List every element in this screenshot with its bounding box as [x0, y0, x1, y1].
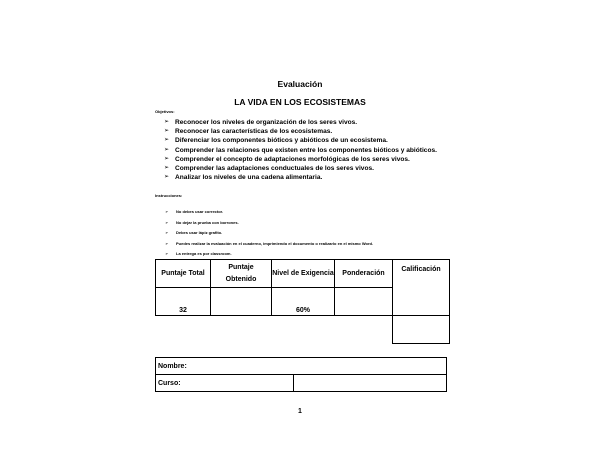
page-title: Evaluación [277, 79, 323, 89]
arrow-bullet-icon: ➢ [165, 251, 169, 256]
value-nivel-exigencia: 60% [272, 288, 335, 316]
value-ponderacion[interactable] [335, 288, 393, 316]
arrow-bullet-icon: ➢ [165, 230, 169, 235]
course-label-cell [156, 375, 294, 392]
table-header-row [156, 260, 450, 288]
arrow-bullet-icon: ➢ [164, 155, 170, 162]
arrow-bullet-icon: ➢ [164, 174, 170, 181]
course-field[interactable] [294, 375, 447, 392]
list-item: ➢ Analizar los niveles de una cadena alimentaria. [164, 174, 323, 182]
header-nivel-exigencia: Nivel de Exigencia [272, 260, 335, 288]
value-calificacion[interactable] [393, 316, 450, 344]
arrow-bullet-icon: ➢ [165, 240, 169, 246]
name-field[interactable] [156, 358, 447, 375]
header-ponderacion: Ponderación [335, 260, 393, 288]
arrow-bullet-icon: ➢ [164, 165, 170, 172]
list-item: ➢ Debes usar lápiz grafito. [165, 228, 373, 239]
header-calificacion: Calificación [401, 266, 441, 273]
table-spacer [156, 316, 393, 344]
header-puntaje-obtenido: Puntaje Obtenido [211, 260, 272, 288]
instructions-label: Instrucciones: [155, 193, 183, 198]
page-number: 1 [298, 408, 302, 415]
list-item: ➢ Reconocer las características de los ecosistemas. [164, 128, 333, 136]
value-puntaje-total: 32 [156, 288, 211, 316]
list-item: ➢ Comprender las adaptaciones conductuales de los seres vivos. [164, 165, 374, 173]
objectives-list [164, 118, 437, 182]
list-item: ➢ No debes usar corrector. [165, 207, 373, 218]
table-row [156, 316, 450, 344]
grades-table [155, 259, 450, 344]
list-item: ➢ La entrega es por classroom. [165, 249, 373, 260]
student-info-table [155, 357, 447, 392]
list-item: ➢ No dejar la prueba con borrones. [165, 218, 373, 229]
header-puntaje-total: Puntaje Total [156, 260, 211, 288]
arrow-bullet-icon: ➢ [164, 119, 170, 125]
list-item: ➢ Comprender las relaciones que existen entre los componentes bióticos y abióticos. [164, 146, 437, 154]
course-label: Curso: [158, 379, 181, 387]
arrow-bullet-icon: ➢ [165, 219, 169, 225]
table-row [156, 358, 447, 375]
arrow-bullet-icon: ➢ [164, 137, 170, 144]
name-label: Nombre: [158, 362, 187, 370]
arrow-bullet-icon: ➢ [165, 209, 169, 214]
arrow-bullet-icon: ➢ [164, 146, 170, 153]
list-item: ➢ Comprender el concepto de adaptaciones morfológicas de los seres vivos. [164, 155, 410, 163]
objectives-label: Objetivos: [155, 109, 175, 114]
list-item: ➢ Diferenciar los componentes bióticos y abióticos de un ecosistema. [164, 137, 388, 145]
instructions-list [165, 207, 373, 260]
page-subtitle: LA VIDA EN LOS ECOSISTEMAS [234, 97, 366, 107]
calificacion-cell [393, 260, 450, 316]
table-row [156, 375, 447, 392]
arrow-bullet-icon: ➢ [164, 128, 170, 135]
value-puntaje-obtenido[interactable] [211, 288, 272, 316]
list-item: ➢ Reconocer los niveles de organización de los seres vivos. [164, 119, 358, 126]
list-item: ➢ Puedes realizar la evaluación en el cuaderno, imprimiendo el documento o realizarlo en el mismo Word. [165, 239, 373, 250]
